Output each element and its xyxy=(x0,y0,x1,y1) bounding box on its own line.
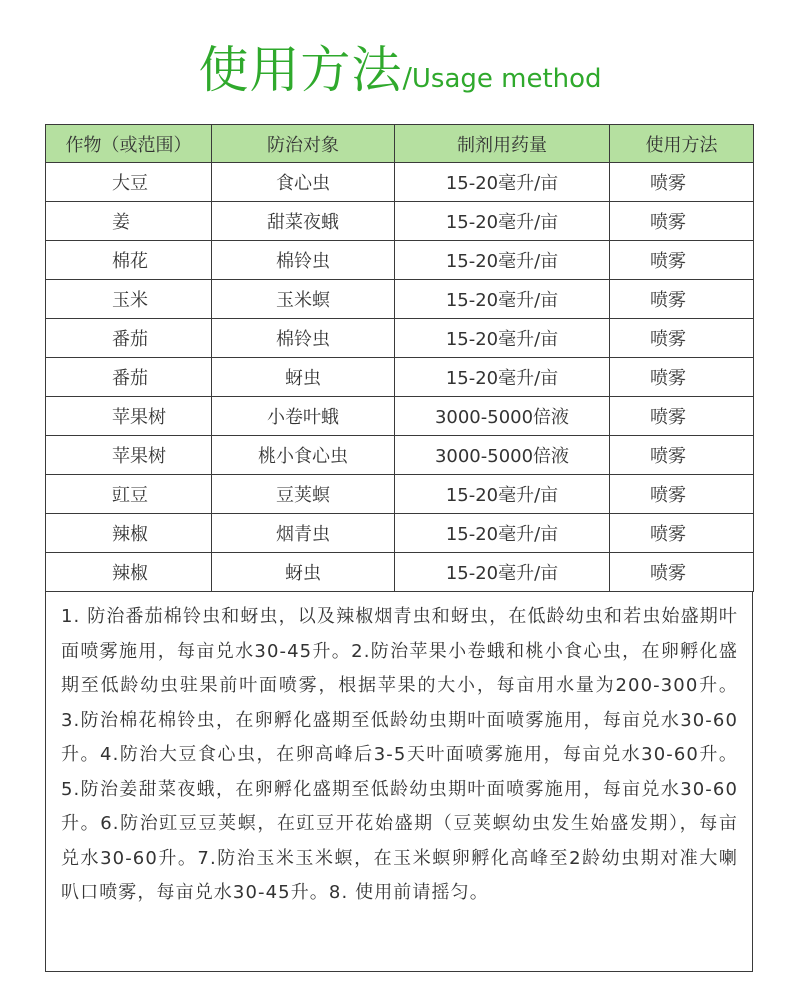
cell-target: 棉铃虫 xyxy=(212,241,395,280)
cell-target: 玉米螟 xyxy=(212,280,395,319)
cell-method: 喷雾 xyxy=(610,514,754,553)
table-row xyxy=(46,241,754,280)
usage-notes-box xyxy=(45,592,753,972)
cell-crop: 辣椒 xyxy=(46,514,212,553)
cell-target: 豆荚螟 xyxy=(212,475,395,514)
cell-dosage: 3000-5000倍液 xyxy=(395,436,610,475)
table-row xyxy=(46,514,754,553)
cell-method: 喷雾 xyxy=(610,475,754,514)
cell-dosage: 15-20毫升/亩 xyxy=(395,475,610,514)
cell-dosage: 15-20毫升/亩 xyxy=(395,163,610,202)
cell-method: 喷雾 xyxy=(610,358,754,397)
table-row xyxy=(46,280,754,319)
page-header xyxy=(0,30,800,102)
cell-crop: 玉米 xyxy=(46,280,212,319)
usage-table xyxy=(45,124,754,592)
title-chinese: 使用方法 xyxy=(198,41,403,99)
cell-dosage: 15-20毫升/亩 xyxy=(395,514,610,553)
table-row xyxy=(46,319,754,358)
cell-crop: 辣椒 xyxy=(46,553,212,592)
cell-method: 喷雾 xyxy=(610,163,754,202)
header-method: 使用方法 xyxy=(610,125,754,163)
cell-crop: 番茄 xyxy=(46,358,212,397)
cell-method: 喷雾 xyxy=(610,202,754,241)
cell-target: 蚜虫 xyxy=(212,358,395,397)
cell-dosage: 15-20毫升/亩 xyxy=(395,280,610,319)
table-row xyxy=(46,475,754,514)
cell-dosage: 15-20毫升/亩 xyxy=(395,553,610,592)
cell-dosage: 15-20毫升/亩 xyxy=(395,319,610,358)
cell-method: 喷雾 xyxy=(610,319,754,358)
table-row xyxy=(46,397,754,436)
table-row xyxy=(46,163,754,202)
table-header-row xyxy=(46,125,754,163)
cell-method: 喷雾 xyxy=(610,280,754,319)
cell-target: 烟青虫 xyxy=(212,514,395,553)
usage-notes-text: 1. 防治番茄棉铃虫和蚜虫，以及辣椒烟青虫和蚜虫，在低龄幼虫和若虫始盛期叶面喷雾施用，每亩兑水30-45升。2.防治苹果小卷蛾和桃小食心虫，在卵孵化盛期至低龄幼虫驻果前叶面喷雾，根据苹果的大小，每亩用水量为200-300升。 3.防治棉花棉铃虫，在卵孵化盛期至低龄幼虫期叶面喷雾施用，每亩兑水30-60升。4.防治大豆食心虫，在卵高峰后3-5天叶面喷雾施用，每亩兑水30-60升。 5.防治姜甜菜夜蛾，在卵孵化盛期至低龄幼虫期叶面喷雾施用，每亩兑水30-60升。6.防治豇豆豆荚螟，在豇豆开花始盛期（豆荚螟幼虫发生始盛发期），每亩兑水30-60升。7.防治玉米玉米螟，在玉米螟卵孵化高峰至2龄幼虫期对准大喇叭口喷雾，每亩兑水30-45升。8. 使用前请摇匀。 xyxy=(61,606,738,903)
cell-target: 桃小食心虫 xyxy=(212,436,395,475)
table-row xyxy=(46,358,754,397)
cell-method: 喷雾 xyxy=(610,241,754,280)
table-row xyxy=(46,202,754,241)
cell-target: 棉铃虫 xyxy=(212,319,395,358)
cell-crop: 豇豆 xyxy=(46,475,212,514)
cell-target: 蚜虫 xyxy=(212,553,395,592)
cell-target: 甜菜夜蛾 xyxy=(212,202,395,241)
cell-crop: 番茄 xyxy=(46,319,212,358)
header-target: 防治对象 xyxy=(212,125,395,163)
cell-dosage: 15-20毫升/亩 xyxy=(395,358,610,397)
title-separator: / xyxy=(402,61,412,94)
cell-dosage: 3000-5000倍液 xyxy=(395,397,610,436)
cell-crop: 大豆 xyxy=(46,163,212,202)
table-row xyxy=(46,436,754,475)
cell-method: 喷雾 xyxy=(610,553,754,592)
cell-target: 小卷叶蛾 xyxy=(212,397,395,436)
cell-crop: 苹果树 xyxy=(46,397,212,436)
header-dosage: 制剂用药量 xyxy=(395,125,610,163)
cell-crop: 棉花 xyxy=(46,241,212,280)
cell-crop: 姜 xyxy=(46,202,212,241)
header-crop: 作物（或范围） xyxy=(46,125,212,163)
cell-method: 喷雾 xyxy=(610,436,754,475)
table-row xyxy=(46,553,754,592)
cell-target: 食心虫 xyxy=(212,163,395,202)
cell-crop: 苹果树 xyxy=(46,436,212,475)
cell-dosage: 15-20毫升/亩 xyxy=(395,202,610,241)
cell-method: 喷雾 xyxy=(610,397,754,436)
title-english: Usage method xyxy=(411,64,602,94)
cell-dosage: 15-20毫升/亩 xyxy=(395,241,610,280)
